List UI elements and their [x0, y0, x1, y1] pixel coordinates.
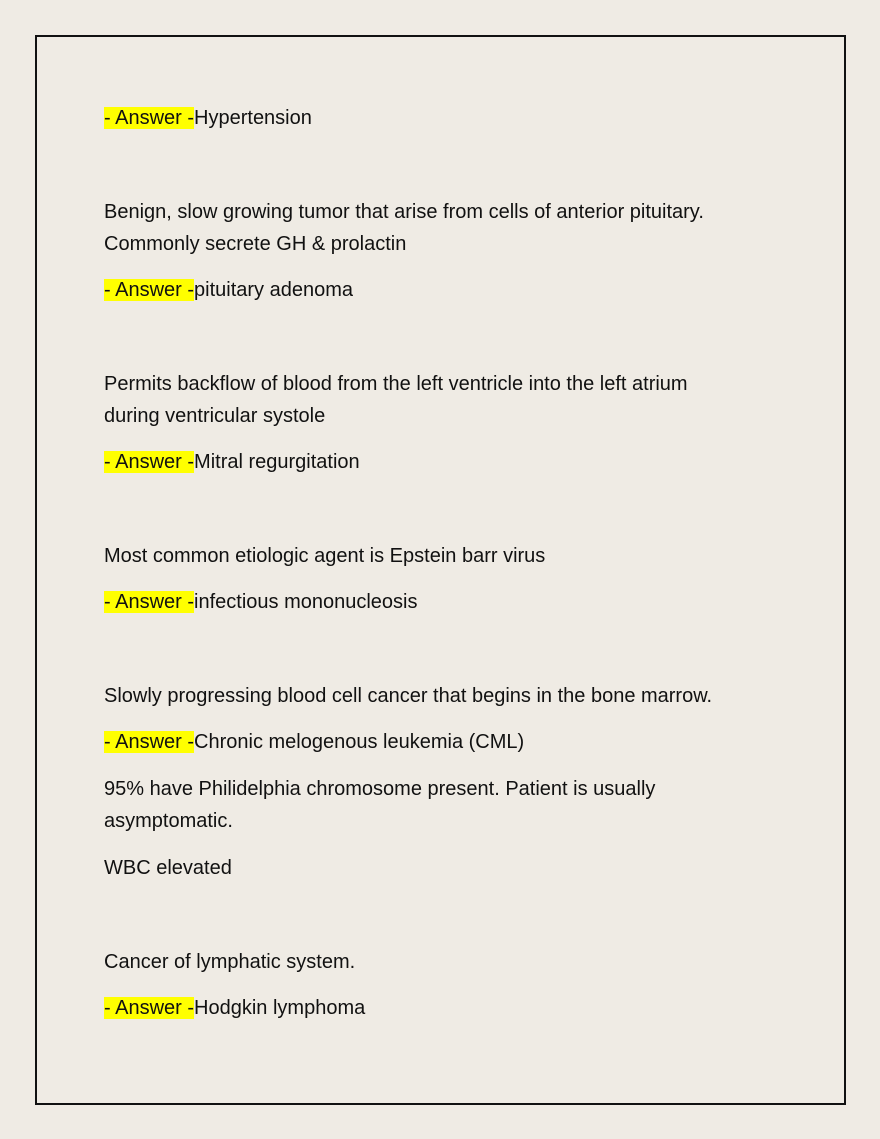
note-line: WBC elevated	[104, 857, 232, 879]
question-line: during ventricular systole	[104, 405, 326, 427]
answer-line	[104, 586, 418, 618]
question-line: Most common etiologic agent is Epstein barr virus	[104, 545, 546, 567]
answer-prefix-highlight: - Answer -	[104, 731, 195, 753]
answer-text: Mitral regurgitation	[194, 451, 360, 473]
answer-prefix-highlight: - Answer -	[104, 997, 195, 1019]
question-line: Cancer of lymphatic system.	[104, 951, 356, 973]
question-line: Commonly secrete GH & prolactin	[104, 233, 407, 255]
note-line: asymptomatic.	[104, 810, 233, 832]
answer-line	[104, 274, 353, 306]
answer-prefix-highlight: - Answer -	[104, 107, 195, 129]
answer-text: Hypertension	[194, 107, 312, 129]
question-line: Benign, slow growing tumor that arise from cells of anterior pituitary.	[104, 201, 704, 223]
answer-text: Hodgkin lymphoma	[194, 997, 366, 1019]
question-line: Permits backflow of blood from the left ventricle into the left atrium	[104, 373, 688, 395]
answer-text: pituitary adenoma	[194, 279, 354, 301]
answer-text: infectious mononucleosis	[194, 591, 418, 613]
answer-text: Chronic melogenous leukemia (CML)	[194, 731, 525, 753]
answer-line	[104, 726, 524, 758]
answer-prefix-highlight: - Answer -	[104, 451, 195, 473]
question-line: Slowly progressing blood cell cancer that begins in the bone marrow.	[104, 685, 713, 707]
answer-prefix-highlight: - Answer -	[104, 279, 195, 301]
answer-line	[104, 446, 360, 478]
answer-line	[104, 992, 365, 1024]
note-line: 95% have Philidelphia chromosome present. Patient is usually	[104, 778, 656, 800]
answer-line	[104, 102, 312, 134]
answer-prefix-highlight: - Answer -	[104, 591, 195, 613]
